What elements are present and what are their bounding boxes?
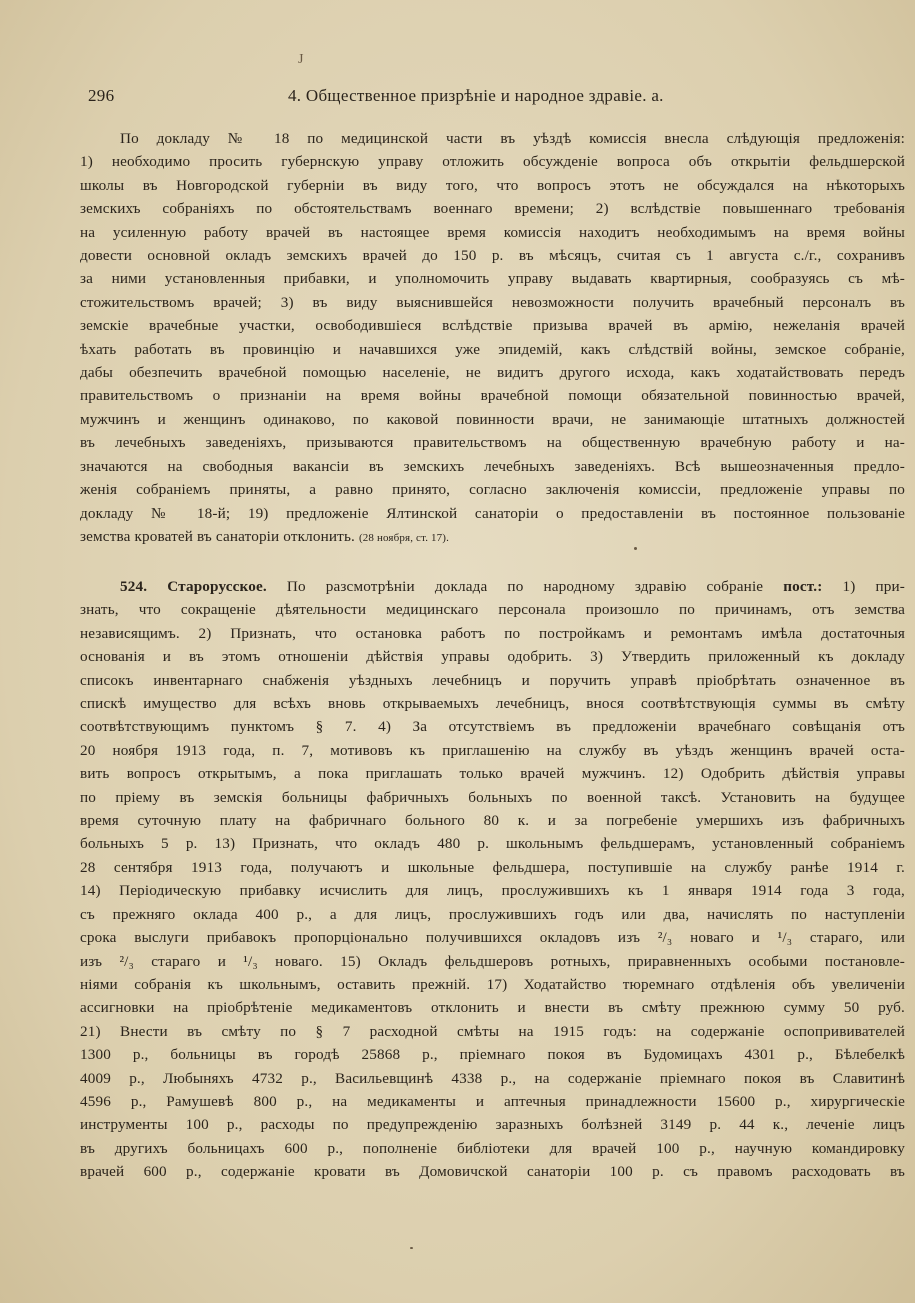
text-line: ѣхать работать въ провинцію и начавшихся уже эпидемій, какъ слѣдствій войны, земское собраніе, [80,340,905,358]
text-line: вить вопросъ открытымъ, а пока приглашать только врачей мужчинъ. 12) Одобрить дѣйствія управы [80,765,905,783]
closing-text: земства кроватей въ санаторіи отклонить. [80,527,355,545]
paragraph-2 [80,575,905,1184]
text-line: списокъ инвентарнаго снабженія уѣздныхъ лечебницъ и поручить управѣ пріобрѣтать означенное въ [80,671,905,689]
page-number: 296 [88,86,115,105]
text-line: женія собраніемъ приняты, а равно принято, согласно заключенія комиссіи, предложеніе управы по [80,481,905,499]
text-line: съ прежняго оклада 400 р., а для лицъ, прослужившихъ годъ или два, начислять по наступленіи [80,905,905,923]
text-line: 21) Внести въ смѣту по § 7 расходной смѣты на 1915 годъ: на содержаніе оспопрививателей [80,1022,905,1040]
text-line: 4009 р., Любыняхъ 4732 р., Васильевщинѣ 4338 р., на содержаніе пріемнаго покоя въ Славитинѣ [80,1069,905,1087]
text-line-first [80,575,905,598]
paper-speck [634,547,637,550]
paragraph-1 [80,127,905,550]
text-line: въ лечебныхъ заведеніяхъ, призываются правительствомъ на общественную врачебную работу и на- [80,434,905,452]
text-line: школы въ Новгородской губерніи въ виду того, что вопросъ этотъ не обсуждался на нѣкоторыхъ [80,176,905,194]
text-line: мужчинъ и женщинъ одинаково, по каковой повинности врачи, не занимающіе штатныхъ должностей [80,410,905,428]
text-line: врачей 600 р., содержаніе кровати въ Домовичской санаторіи 100 р. съ правомъ расходовать въ [80,1163,905,1181]
first-line-rest: 1) при- [842,578,905,595]
district-name: Старорусское. [167,578,267,595]
text-line: инструменты 100 р., расходы по предупрежденію заразныхъ болѣзней 3149 р. 44 к., леченіе лицъ [80,1116,905,1134]
text-line: изъ ²/₃ стараго и ¹/₃ новаго. 15) Окладъ фельдшеровъ ротныхъ, приравненныхъ особыми постановле- [80,952,905,970]
text-line: 20 ноября 1913 года, п. 7, мотивовъ къ приглашенію на службу въ уѣздъ женщинъ врачей оста- [80,741,905,759]
intro-text: По разсмотрѣніи доклада по народному здравію собраніе [286,578,764,595]
running-title: 4. Общественное призрѣніе и народное здравіе. а. [288,86,664,105]
text-line: ассигновки на пріобрѣтеніе медикаментовъ отклонить и внести въ смѣту прежнюю сумму 50 руб. [80,999,905,1017]
text-line: довести основной окладъ земскихъ врачей до 150 р. въ мѣсяцъ, считая съ 1 августа с./г., сохранивъ [80,247,905,265]
text-line: спискѣ имущество для всѣхъ вновь открываемыхъ лечебницъ, внося соотвѣтствующія суммы въ смѣту [80,695,905,713]
text-line: время суточную плату на фабричнаго больного 80 к. и за погребеніе умершихъ изъ фабричныхъ [80,812,905,830]
text-line: по пріему въ земскія больницы фабричныхъ больныхъ по военной таксѣ. Установить на будущее [80,788,905,806]
text-line: независящимъ. 2) Признать, что остановка работъ по постройкамъ и ремонтамъ имѣла достаточныя [80,624,905,642]
page-header [88,86,888,110]
text-line: 4596 р., Рамушевѣ 800 р., на медикаменты и аптечныя принадлежности 15600 р., хирургическіе [80,1092,905,1110]
text-line: земскіе врачебные участки, освободившіеся вслѣдствіе призыва врачей въ армію, нежеланія врачей [80,317,905,335]
text-line: значаются на свободныя вакансіи въ земскихъ лечебныхъ заведеніяхъ. Всѣ вышеозначенныя предло- [80,457,905,475]
text-line: знать, что сокращеніе дѣятельности медицинскаго персонала произошло по причинамъ, отъ земства [80,601,905,619]
text-line: на усиленную работу врачей въ настоящее время комиссія находитъ необходимымъ на время войны [80,223,905,241]
pencil-mark: J [298,52,304,67]
text-line: докладу № 18-й; 19) предложеніе Ялтинской санаторіи о предоставленіи въ постоянное пользованіе [80,504,905,522]
text-line: 1) необходимо просить губернскую управу отложить обсужденіе вопроса объ открытіи фельдшерской [80,153,905,171]
text-line: основанія и въ этомъ отношеніи дѣйствія управы одобрить. 3) Утвердить приложенный къ докладу [80,648,905,666]
text-line: въ другихъ больницахъ 600 р., пополненіе библіотеки для врачей 100 р., научную командировку [80,1139,905,1157]
text-line-last [80,525,905,550]
text-line: 28 сентября 1913 года, получаютъ и школьные фельдшера, поступившіе на службу ранѣе 1914 г. [80,858,905,876]
text-line: ніями собранія къ школьнымъ, оставить прежній. 17) Ходатайство тюремнаго отдѣленія объ увеличеніи [80,975,905,993]
source-note: (28 ноября, ст. 17). [358,531,450,544]
text-line: правительствомъ о признаніи на время войны врачебной помощи обязательной повинностью врачей, [80,387,905,405]
paper-speck [410,1247,413,1249]
resolution-label: пост.: [783,578,823,595]
text-line: за ними установленныя прибавки, и уполномочить управу выдавать квартирныя, сообразуясь съ мѣ- [80,270,905,288]
text-line: соотвѣтствующимъ пунктомъ § 7. 4) За отсутствіемъ въ предложеніи врачебнаго совѣщанія отъ [80,718,905,736]
text-line: 14) Періодическую прибавку исчислить для лицъ, прослужившихъ къ 1 января 1914 года 3 года, [80,882,905,900]
text-line: дабы обезпечить врачебной помощью населеніе, не видитъ другого исхода, какъ ходатайствовать передъ [80,364,905,382]
text-line: земскихъ собраніяхъ по обстоятельствамъ военнаго времени; 2) вслѣдствіе повышеннаго требованія [80,200,905,218]
entry-number: 524. [120,578,148,595]
text-line: По докладу № 18 по медицинской части въ уѣздѣ комиссія внесла слѣдующія предложенія: [120,130,905,147]
text-line: больныхъ 5 р. 13) Признать, что окладъ 480 р. школьнымъ фельдшерамъ, установленный собраніемъ [80,835,905,853]
text-line: стожительствомъ врачей; 3) въ виду выяснившейся невозможности получить врачебный персоналъ въ [80,293,905,311]
text-line: срока выслуги прибавокъ пропорціонально получившихся окладовъ изъ ²/₃ новаго и ¹/₃ стараго, или [80,929,905,947]
text-line: 1300 р., больницы въ городѣ 25868 р., пріемнаго покоя въ Будомицахъ 4301 р., Бѣлебелкѣ [80,1046,905,1064]
